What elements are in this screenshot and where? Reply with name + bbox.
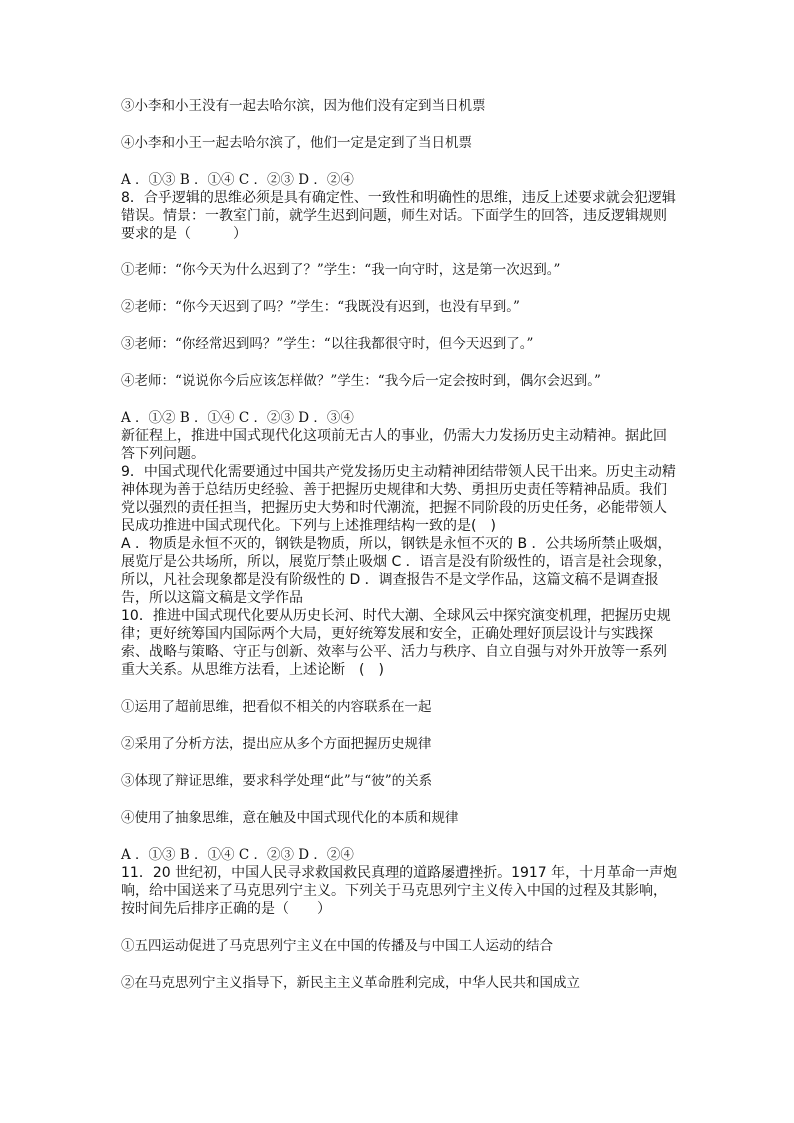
option-line-4: ④小李和小王一起去哈尔滨了，他们一定是定到了当日机票 (121, 135, 472, 151)
answer-choices-9-line-2: 展览厅是公共场所，所以，展览厅禁止吸烟 C ．语言是没有阶级性的，语言是社会现象， (121, 554, 672, 570)
option-line-3: ③小李和小王没有一起去哈尔滨，因为他们没有定到当日机票 (121, 98, 486, 114)
question-11-line-1: 11．20 世纪初，中国人民寻求救国救民真理的道路屡遭挫折。1917 年，十月革命一声炮 (121, 865, 678, 881)
question-10-line-1: 10．推进中国式现代化要从历史长河、时代大潮、全球风云中探究演变机理，把握历史规 (121, 608, 671, 624)
question-10-line-3: 索、战略与策略、守正与创新、效率与公平、活力与秩序、自立自强与对外开放等一系列 (121, 644, 667, 660)
option-10-3: ③体现了辩证思维，要求科学处理“此”与“彼”的关系 (121, 773, 433, 789)
option-10-1: ①运用了超前思维，把看似不相关的内容联系在一起 (121, 699, 432, 715)
answer-choices-7: A ．①③ B ．①④ C ．②③ D ．②④ (121, 172, 354, 188)
question-8-line-3: 要求的是（ ） (121, 226, 247, 242)
option-11-1: ①五四运动促进了马克思列宁主义在中国的传播及与中国工人运动的结合 (121, 938, 553, 954)
option-10-4: ④使用了抽象思维，意在触及中国式现代化的本质和规律 (121, 810, 459, 826)
question-11-line-2: 响，给中国送来了马克思列宁主义。下列关于马克思列宁主义传入中国的过程及其影响， (121, 883, 667, 899)
answer-choices-9-line-3: 所以，凡社会现象都是没有阶级性的 D ．调查报告不是文学作品，这篇文稿不是调查报 (121, 572, 659, 588)
question-9-line-2: 神体现为善于总结历史经验、善于把握历史规律和大势、勇担历史责任等精神品质。我们 (121, 482, 667, 498)
question-10-line-4: 重大关系。从思维方法看，上述论断 ( ) (121, 662, 384, 678)
answer-choices-8: A ．①② B ．①④ C ．②③ D ．③④ (121, 410, 354, 426)
dialog-line-2: ②老师：“你今天迟到了吗？”学生：“我既没有迟到，也没有早到。” (121, 299, 520, 315)
intro-line-2: 答下列问题。 (121, 446, 205, 462)
question-9-line-1: 9．中国式现代化需要通过中国共产党发扬历史主动精神团结带领人民干出来。历史主动精 (121, 464, 676, 480)
question-11-line-3: 按时间先后排序正确的是（ ） (121, 901, 331, 917)
answer-choices-10: A ．①③ B ．①④ C ．②③ D ．②④ (121, 847, 354, 863)
option-10-2: ②采用了分析方法，提出应从多个方面把握历史规律 (121, 736, 432, 752)
option-11-2: ②在马克思列宁主义指导下，新民主主义革命胜利完成，中华人民共和国成立 (121, 975, 580, 991)
question-8-line-1: 8．合乎逻辑的思维必须是具有确定性、一致性和明确性的思维，违反上述要求就会犯逻辑 (121, 190, 676, 206)
intro-line-1: 新征程上，推进中国式现代化这项前无古人的事业，仍需大力发扬历史主动精神。据此回 (121, 428, 667, 444)
question-9-line-4: 民成功推进中国式现代化。下列与上述推理结构一致的是( ) (121, 518, 496, 534)
answer-choices-9-line-1: A ．物质是永恒不灭的，钢铁是物质，所以，钢铁是永恒不灭的 B ．公共场所禁止吸烟， (121, 536, 672, 552)
answer-choices-9-line-4: 告，所以这篇文稿是文学作品 (121, 590, 303, 606)
question-9-line-3: 党以强烈的责任担当，把握历史大势和时代潮流，把握不同阶段的历史任务，必能带领人 (121, 500, 667, 516)
dialog-line-4: ④老师：“说说你今后应该怎样做？”学生：“我今后一定会按时到，偶尔会迟到。” (121, 373, 601, 389)
question-8-line-2: 错误。情景：一教室门前，就学生迟到问题，师生对话。下面学生的回答，违反逻辑规则 (121, 208, 667, 224)
question-10-line-2: 律；更好统筹国内国际两个大局，更好统筹发展和安全，正确处理好顶层设计与实践探 (121, 626, 653, 642)
dialog-line-3: ③老师：“你经常迟到吗？”学生：“以往我都很守时，但今天迟到了。” (121, 336, 534, 352)
dialog-line-1: ①老师：“你今天为什么迟到了？”学生：“我一向守时，这是第一次迟到。” (121, 262, 561, 278)
